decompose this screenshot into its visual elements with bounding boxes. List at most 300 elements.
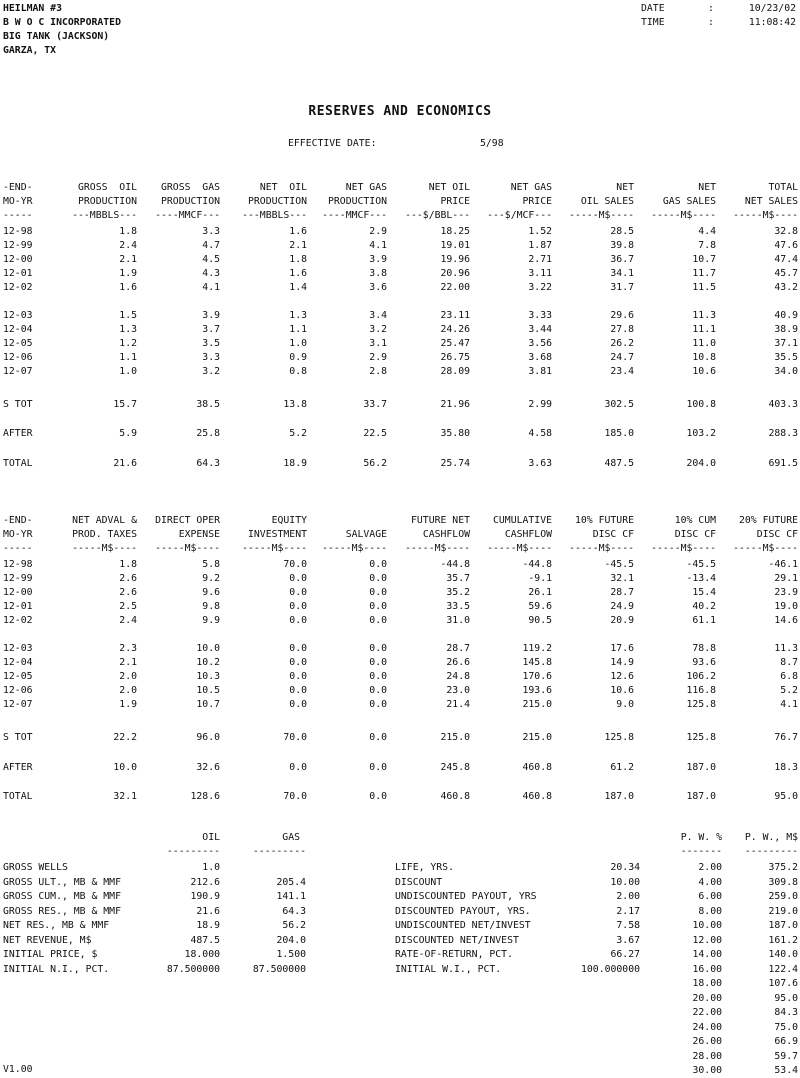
table-cell: 23.11 xyxy=(440,310,470,321)
total-cell: 187.0 xyxy=(604,791,634,802)
column-header: EXPENSE xyxy=(178,529,220,540)
time-value: 11:08:42 xyxy=(748,17,796,28)
total-cell: 128.6 xyxy=(190,791,220,802)
column-header: 10% FUTURE xyxy=(575,515,634,526)
column-header: DIRECT OPER xyxy=(155,515,220,526)
total-cell: 32.1 xyxy=(113,791,137,802)
date-label: DATE xyxy=(641,3,665,14)
pw-rate: 16.00 xyxy=(692,963,722,975)
table-cell: 61.1 xyxy=(692,615,716,626)
table-cell: 59.6 xyxy=(528,601,552,612)
table-cell: 39.8 xyxy=(610,240,634,251)
table-cell: 11.3 xyxy=(692,310,716,321)
table-cell: 10.7 xyxy=(196,699,220,710)
stat-value: 10.00 xyxy=(610,876,640,888)
table-cell: 18.25 xyxy=(440,226,470,237)
table-cell: 0.0 xyxy=(289,573,307,584)
table-cell: 19.01 xyxy=(440,240,470,251)
table-cell: 3.2 xyxy=(369,324,387,335)
pw-value: 140.0 xyxy=(768,949,798,960)
date-sep: : xyxy=(708,3,714,14)
table-cell: 2.4 xyxy=(119,240,137,251)
total-cell: 460.8 xyxy=(440,791,470,802)
table-cell: 0.0 xyxy=(369,601,387,612)
table-cell: 2.3 xyxy=(119,643,137,654)
total-cell: 33.7 xyxy=(363,399,387,410)
column-header: ----MMCF--- xyxy=(322,210,387,221)
summary-gas-value: 205.4 xyxy=(276,876,306,888)
table-cell: 1.8 xyxy=(119,226,137,237)
table-cell: 0.0 xyxy=(369,657,387,668)
summary-oil-value: 18.000 xyxy=(184,949,220,960)
total-cell: 187.0 xyxy=(686,762,716,773)
table-cell: 1.6 xyxy=(289,268,307,279)
table-cell: 1.6 xyxy=(119,282,137,293)
table-cell: 3.7 xyxy=(202,324,220,335)
column-header: SALVAGE xyxy=(345,529,387,540)
total-cell: 185.0 xyxy=(604,428,634,439)
column-header: NET SALES xyxy=(744,196,798,207)
table-cell: 1.87 xyxy=(528,240,552,251)
stat-value: 3.67 xyxy=(616,934,640,946)
table-cell: 34.1 xyxy=(610,268,634,279)
table-cell: 29.1 xyxy=(774,573,798,584)
total-cell: 2.99 xyxy=(528,399,552,410)
table-cell: 145.8 xyxy=(522,657,552,668)
table-cell: 33.5 xyxy=(446,601,470,612)
table-cell: 1.8 xyxy=(119,559,137,570)
pw-rate: 4.00 xyxy=(698,876,722,888)
pw-rate: 18.00 xyxy=(692,978,722,989)
table-row-label: 12-06 xyxy=(3,352,33,363)
table-cell: 3.56 xyxy=(528,338,552,349)
column-header: -----M$---- xyxy=(569,210,634,221)
table-cell: 2.8 xyxy=(369,366,387,377)
total-cell: 18.3 xyxy=(774,762,798,773)
table-row-label: 12-05 xyxy=(3,671,33,682)
column-header: ---$/BBL--- xyxy=(405,210,470,221)
table-cell: 116.8 xyxy=(686,685,716,696)
table-cell: 0.0 xyxy=(289,699,307,710)
table-cell: 3.22 xyxy=(528,282,552,293)
pw-rate: 12.00 xyxy=(692,934,722,946)
column-header: ----MMCF--- xyxy=(155,210,220,221)
table-cell: 9.9 xyxy=(202,615,220,626)
table-cell: 3.81 xyxy=(528,366,552,377)
column-header: -----M$---- xyxy=(72,543,137,554)
total-cell: 0.0 xyxy=(289,762,307,773)
stat-label: UNDISCOUNTED NET/INVEST xyxy=(395,920,531,931)
table-cell: 21.4 xyxy=(446,699,470,710)
column-header: ----- xyxy=(3,543,33,554)
column-header: -----M$---- xyxy=(242,543,307,554)
table-cell: 2.6 xyxy=(119,587,137,598)
total-cell: 0.0 xyxy=(369,732,387,743)
table-cell: 3.11 xyxy=(528,268,552,279)
total-row-label: S TOT xyxy=(3,399,33,410)
table-cell: 8.7 xyxy=(780,657,798,668)
total-cell: 100.8 xyxy=(686,399,716,410)
summary-oil-value: 21.6 xyxy=(196,905,220,917)
pw-value: 219.0 xyxy=(768,905,798,917)
total-cell: 64.3 xyxy=(196,458,220,469)
stat-value: 20.34 xyxy=(610,862,640,873)
table-cell: 0.0 xyxy=(369,573,387,584)
table-cell: -45.5 xyxy=(604,559,634,570)
table-cell: 15.4 xyxy=(692,587,716,598)
total-cell: 22.2 xyxy=(113,732,137,743)
summary-gas-value: 56.2 xyxy=(282,920,306,931)
pw-value: 95.0 xyxy=(774,992,798,1004)
version-label: V1.00 xyxy=(3,1064,33,1075)
table-cell: 1.6 xyxy=(289,226,307,237)
table-cell: 47.4 xyxy=(774,254,798,265)
summary-oil-value: 87.500000 xyxy=(166,963,220,975)
table-cell: 0.0 xyxy=(369,587,387,598)
total-cell: 0.0 xyxy=(369,791,387,802)
table-cell: 34.0 xyxy=(774,366,798,377)
table-cell: 3.9 xyxy=(369,254,387,265)
stat-value: 100.000000 xyxy=(581,963,640,975)
table-row-label: 12-02 xyxy=(3,615,33,626)
table-cell: 23.4 xyxy=(610,366,634,377)
table-cell: 10.5 xyxy=(196,685,220,696)
table-cell: -44.8 xyxy=(522,559,552,570)
table-cell: 0.9 xyxy=(289,352,307,363)
table-cell: 26.75 xyxy=(440,352,470,363)
column-header: INVESTMENT xyxy=(248,529,307,540)
total-cell: 4.58 xyxy=(528,428,552,439)
table-cell: 9.8 xyxy=(202,601,220,612)
total-cell: 15.7 xyxy=(113,399,137,410)
table-cell: 2.71 xyxy=(528,254,552,265)
total-row-label: S TOT xyxy=(3,732,33,743)
table-cell: 0.0 xyxy=(369,699,387,710)
table-row-label: 12-06 xyxy=(3,685,33,696)
total-cell: 21.96 xyxy=(440,399,470,410)
summary-label: NET RES., MB & MMF xyxy=(3,920,110,931)
table-cell: 1.9 xyxy=(119,699,137,710)
table-cell: 27.8 xyxy=(610,324,634,335)
total-cell: 35.80 xyxy=(440,428,470,439)
table-row-label: 12-98 xyxy=(3,226,33,237)
total-cell: 460.8 xyxy=(522,791,552,802)
table-cell: 11.7 xyxy=(692,268,716,279)
table-cell: 0.0 xyxy=(289,685,307,696)
table-cell: 2.5 xyxy=(119,601,137,612)
table-cell: 19.96 xyxy=(440,254,470,265)
pw-rate: 14.00 xyxy=(692,949,722,960)
table-cell: 4.5 xyxy=(202,254,220,265)
column-header: EQUITY xyxy=(271,515,307,526)
summary-label: NET REVENUE, M$ xyxy=(3,934,92,946)
total-cell: 76.7 xyxy=(774,732,798,743)
table-cell: 28.09 xyxy=(440,366,470,377)
column-header: DISC CF xyxy=(592,529,634,540)
table-cell: 93.6 xyxy=(692,657,716,668)
table-cell: 90.5 xyxy=(528,615,552,626)
table-cell: 2.1 xyxy=(289,240,307,251)
table-cell: 24.8 xyxy=(446,671,470,682)
pw-value: 66.9 xyxy=(774,1036,798,1047)
table-cell: 10.8 xyxy=(692,352,716,363)
table-cell: 11.1 xyxy=(692,324,716,335)
table-cell: 4.3 xyxy=(202,268,220,279)
pw-rate: 8.00 xyxy=(698,905,722,917)
table-cell: 0.8 xyxy=(289,366,307,377)
table-cell: 23.9 xyxy=(774,587,798,598)
column-header: PRODUCTION xyxy=(78,196,137,207)
table-cell: 24.9 xyxy=(610,601,634,612)
total-cell: 70.0 xyxy=(283,791,307,802)
table-cell: 0.0 xyxy=(369,559,387,570)
stat-label: UNDISCOUNTED PAYOUT, YRS xyxy=(395,891,537,902)
total-cell: 10.0 xyxy=(113,762,137,773)
summary-label: INITIAL N.I., PCT. xyxy=(3,963,110,975)
total-cell: 32.6 xyxy=(196,762,220,773)
pw-value: 53.4 xyxy=(774,1065,798,1076)
total-cell: 5.9 xyxy=(119,428,137,439)
table-cell: -45.5 xyxy=(686,559,716,570)
table-cell: 3.4 xyxy=(369,310,387,321)
table-cell: 0.0 xyxy=(289,601,307,612)
table-cell: 119.2 xyxy=(522,643,552,654)
table-cell: 26.6 xyxy=(446,657,470,668)
total-cell: 3.63 xyxy=(528,458,552,469)
table-cell: 1.0 xyxy=(289,338,307,349)
table-cell: 1.2 xyxy=(119,338,137,349)
column-header: PRODUCTION xyxy=(328,196,387,207)
column-header: ---MBBLS--- xyxy=(72,210,137,221)
stat-value: 2.17 xyxy=(616,905,640,917)
table-cell: 14.9 xyxy=(610,657,634,668)
table-cell: 2.0 xyxy=(119,685,137,696)
column-header: PRICE xyxy=(440,196,470,207)
pw-rate: 28.00 xyxy=(692,1050,722,1062)
table-cell: 70.0 xyxy=(283,559,307,570)
table-cell: 9.0 xyxy=(616,699,634,710)
column-header: NET ADVAL & xyxy=(72,515,137,526)
column-header: NET GAS xyxy=(345,182,387,193)
table-row-label: 12-00 xyxy=(3,587,33,598)
table-cell: 3.3 xyxy=(202,352,220,363)
table-row-label: 12-03 xyxy=(3,643,33,654)
column-header: GROSS GAS xyxy=(161,182,220,193)
table-cell: 11.0 xyxy=(692,338,716,349)
summary-label: GROSS RES., MB & MMF xyxy=(3,905,121,917)
table-cell: 0.0 xyxy=(289,587,307,598)
oil-header: OIL xyxy=(202,832,220,843)
summary-label: INITIAL PRICE, $ xyxy=(3,949,98,960)
column-header: GAS SALES xyxy=(662,196,716,207)
table-cell: 26.1 xyxy=(528,587,552,598)
table-cell: 78.8 xyxy=(692,643,716,654)
table-cell: 3.1 xyxy=(369,338,387,349)
table-cell: 11.3 xyxy=(774,643,798,654)
table-cell: 1.52 xyxy=(528,226,552,237)
table-cell: 3.8 xyxy=(369,268,387,279)
summary-gas-value: 64.3 xyxy=(282,905,306,917)
total-cell: 61.2 xyxy=(610,762,634,773)
table-cell: 23.0 xyxy=(446,685,470,696)
column-header: PROD. TAXES xyxy=(72,529,137,540)
table-cell: 20.96 xyxy=(440,268,470,279)
pw-value: 122.4 xyxy=(768,963,798,975)
table-cell: 0.0 xyxy=(289,615,307,626)
total-cell: 56.2 xyxy=(363,458,387,469)
total-cell: 215.0 xyxy=(522,732,552,743)
column-header: -----M$---- xyxy=(405,543,470,554)
stat-value: 66.27 xyxy=(610,949,640,960)
column-header: -----M$---- xyxy=(322,543,387,554)
table-cell: 3.3 xyxy=(202,226,220,237)
table-row-label: 12-04 xyxy=(3,657,33,668)
time-sep: : xyxy=(708,17,714,28)
table-cell: 10.0 xyxy=(196,643,220,654)
table-cell: 0.0 xyxy=(289,643,307,654)
column-header: -END- xyxy=(3,515,33,526)
gas-header: GAS xyxy=(282,832,300,843)
column-header: NET OIL xyxy=(259,182,307,193)
column-header: OIL SALES xyxy=(580,196,634,207)
table-cell: 10.6 xyxy=(692,366,716,377)
pw-rate: 30.00 xyxy=(692,1065,722,1076)
stat-label: DISCOUNTED PAYOUT, YRS. xyxy=(395,905,531,917)
table-cell: 1.1 xyxy=(289,324,307,335)
table-cell: 22.00 xyxy=(440,282,470,293)
stat-value: 7.58 xyxy=(616,920,640,931)
summary-gas-value: 204.0 xyxy=(276,934,306,946)
table-cell: 28.7 xyxy=(610,587,634,598)
table-row-label: 12-99 xyxy=(3,240,33,251)
table-cell: 3.5 xyxy=(202,338,220,349)
column-header: NET OIL xyxy=(428,182,470,193)
table-cell: 1.8 xyxy=(289,254,307,265)
table-cell: 31.0 xyxy=(446,615,470,626)
column-header: DISC CF xyxy=(674,529,716,540)
column-header: 20% FUTURE xyxy=(739,515,798,526)
total-cell: 25.74 xyxy=(440,458,470,469)
total-cell: 215.0 xyxy=(440,732,470,743)
pw-dash-m: --------- xyxy=(744,846,798,857)
table-cell: 2.1 xyxy=(119,657,137,668)
table-cell: 28.7 xyxy=(446,643,470,654)
total-cell: 691.5 xyxy=(768,458,798,469)
table-cell: 20.9 xyxy=(610,615,634,626)
table-cell: 193.6 xyxy=(522,685,552,696)
column-header: CASHFLOW xyxy=(422,529,470,540)
table-cell: 4.4 xyxy=(698,226,716,237)
column-header: PRODUCTION xyxy=(248,196,307,207)
column-header: 10% CUM xyxy=(674,515,716,526)
table-cell: 40.2 xyxy=(692,601,716,612)
table-cell: 43.2 xyxy=(774,282,798,293)
date-value: 10/23/02 xyxy=(748,3,796,14)
table-row-label: 12-99 xyxy=(3,573,33,584)
pw-value: 84.3 xyxy=(774,1007,798,1018)
table-cell: 3.6 xyxy=(369,282,387,293)
summary-oil-value: 190.9 xyxy=(190,891,220,902)
total-row-label: TOTAL xyxy=(3,458,33,469)
table-cell: 0.0 xyxy=(369,643,387,654)
stat-label: RATE-OF-RETURN, PCT. xyxy=(395,949,513,960)
column-header: ---$/MCF--- xyxy=(487,210,552,221)
total-cell: 96.0 xyxy=(196,732,220,743)
page-title: RESERVES AND ECONOMICS xyxy=(308,104,492,119)
stat-label: DISCOUNTED NET/INVEST xyxy=(395,934,519,946)
table-cell: 31.7 xyxy=(610,282,634,293)
summary-gas-value: 1.500 xyxy=(276,949,306,960)
total-cell: 0.0 xyxy=(369,762,387,773)
total-row-label: AFTER xyxy=(3,428,33,439)
table-cell: 11.5 xyxy=(692,282,716,293)
column-header: TOTAL xyxy=(768,182,798,193)
effective-date-value: 5/98 xyxy=(480,138,504,149)
column-header: -----M$---- xyxy=(733,210,798,221)
table-cell: 2.4 xyxy=(119,615,137,626)
pw-value: 59.7 xyxy=(774,1050,798,1062)
table-cell: 1.1 xyxy=(119,352,137,363)
table-cell: 9.2 xyxy=(202,573,220,584)
table-cell: -13.4 xyxy=(686,573,716,584)
well-name: HEILMAN #3 xyxy=(3,3,62,14)
oil-dash: --------- xyxy=(166,846,220,857)
table-cell: 37.1 xyxy=(774,338,798,349)
table-row-label: 12-98 xyxy=(3,559,33,570)
pw-rate: 10.00 xyxy=(692,920,722,931)
pw-value: 161.2 xyxy=(768,934,798,946)
table-cell: 3.2 xyxy=(202,366,220,377)
pw-header-m: P. W., M$ xyxy=(744,832,798,843)
table-row-label: 12-05 xyxy=(3,338,33,349)
pw-value: 375.2 xyxy=(768,862,798,873)
total-cell: 487.5 xyxy=(604,458,634,469)
table-cell: 1.3 xyxy=(119,324,137,335)
column-header: PRICE xyxy=(522,196,552,207)
total-cell: 288.3 xyxy=(768,428,798,439)
table-cell: 125.8 xyxy=(686,699,716,710)
table-cell: 2.9 xyxy=(369,226,387,237)
table-cell: 40.9 xyxy=(774,310,798,321)
table-cell: 5.2 xyxy=(780,685,798,696)
total-cell: 403.3 xyxy=(768,399,798,410)
table-cell: 1.3 xyxy=(289,310,307,321)
column-header: NET xyxy=(698,182,716,193)
column-header: -----M$---- xyxy=(733,543,798,554)
table-cell: 2.9 xyxy=(369,352,387,363)
table-cell: 1.5 xyxy=(119,310,137,321)
table-cell: 28.5 xyxy=(610,226,634,237)
total-cell: 187.0 xyxy=(686,791,716,802)
column-header: NET GAS xyxy=(510,182,552,193)
summary-gas-value: 141.1 xyxy=(276,891,306,902)
summary-oil-value: 212.6 xyxy=(190,876,220,888)
table-cell: 45.7 xyxy=(774,268,798,279)
table-cell: 4.1 xyxy=(202,282,220,293)
table-cell: 29.6 xyxy=(610,310,634,321)
column-header: ----- xyxy=(3,210,33,221)
summary-label: GROSS WELLS xyxy=(3,862,68,873)
table-cell: 36.7 xyxy=(610,254,634,265)
column-header: -----M$---- xyxy=(569,543,634,554)
pw-rate: 26.00 xyxy=(692,1036,722,1047)
pw-header-pct: P. W. % xyxy=(680,832,722,843)
table-cell: 3.9 xyxy=(202,310,220,321)
table-cell: -46.1 xyxy=(768,559,798,570)
column-header: -----M$---- xyxy=(487,543,552,554)
location: GARZA, TX xyxy=(3,45,57,56)
column-header: GROSS OIL xyxy=(78,182,137,193)
